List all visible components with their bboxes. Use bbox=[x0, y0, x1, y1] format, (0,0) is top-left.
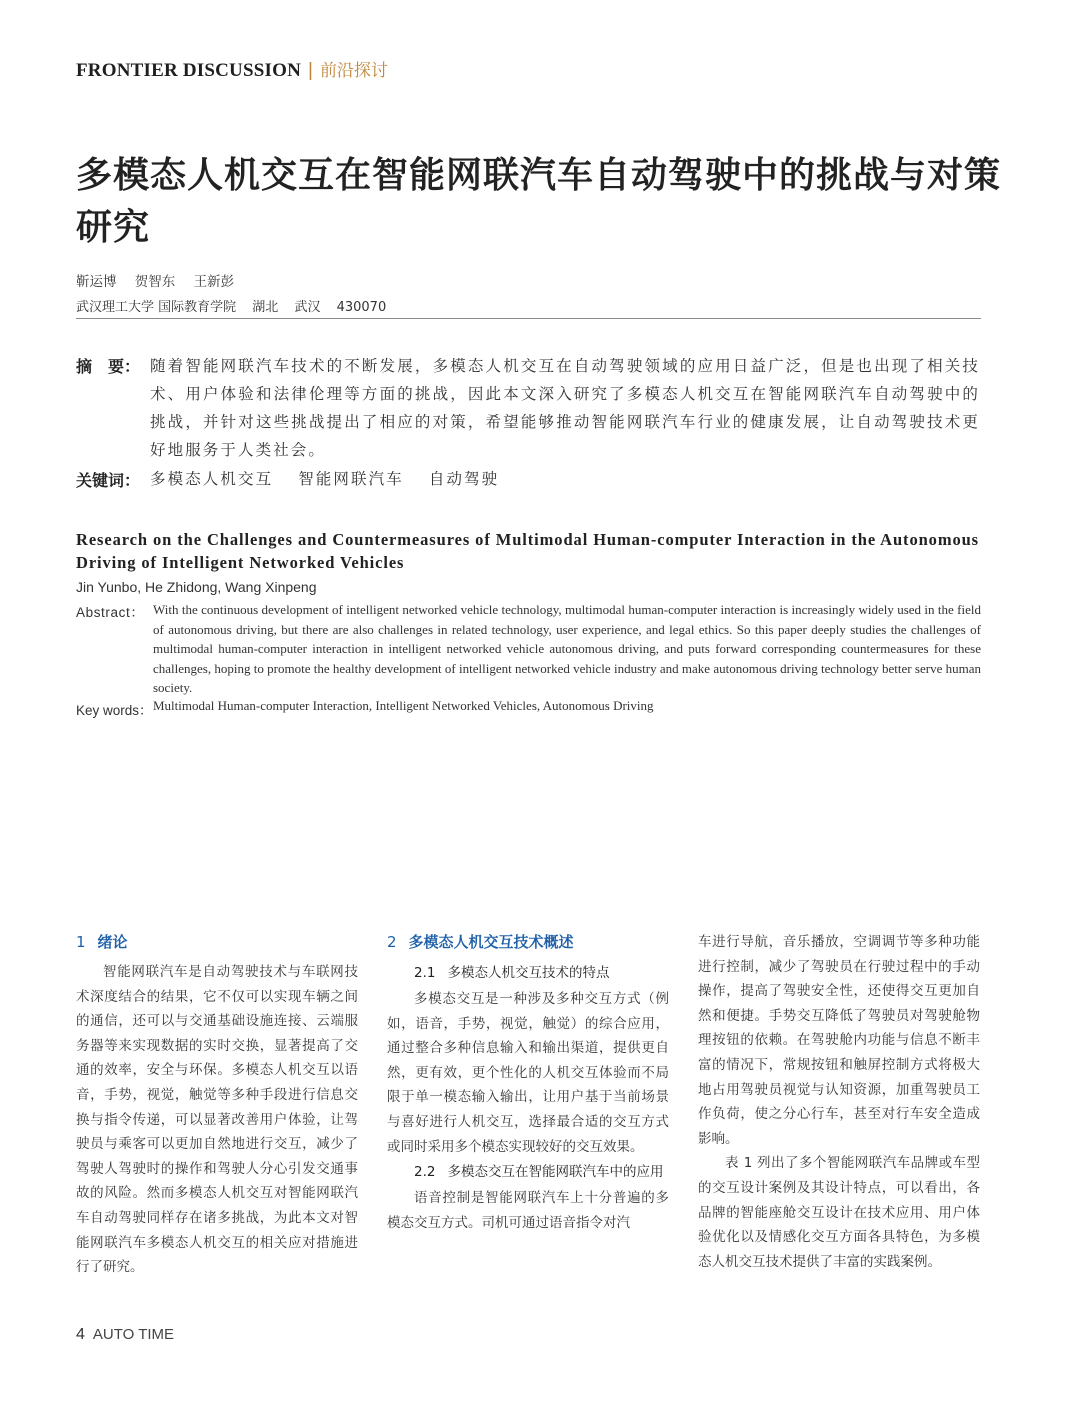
header-divider bbox=[76, 318, 981, 319]
body-column-1 bbox=[76, 930, 358, 1280]
section-header bbox=[76, 56, 388, 82]
abstract-cn-label: 摘 要： bbox=[76, 357, 141, 376]
subsection-title: 多模态交互在智能网联汽车中的应用 bbox=[447, 1164, 664, 1181]
subsection-heading bbox=[387, 1159, 669, 1186]
section-heading bbox=[387, 930, 669, 954]
section-heading bbox=[76, 930, 358, 954]
paper-title: 多模态人机交互在智能网联汽车自动驾驶中的挑战与对策研究 bbox=[76, 155, 1002, 248]
keyword-cn: 智能网联汽车 bbox=[298, 470, 404, 488]
page-number: 4 bbox=[76, 1326, 85, 1343]
paragraph: 智能网联汽车是自动驾驶技术与车联网技术深度结合的结果，它不仅可以实现车辆之间的通信，还可以与交通基础设施连接、云端服务器等来实现数据的实时交换，显著提高了交通的效率，安全与环保。多模态人机交互以语音，手势，视觉，触觉等多种手段进行信息交换与指令传递，可以显著改善用户体验，让驾驶员与乘客可以更加自然地进行交互，减少了驾驶人驾驶时的操作和驾驶人分心引发交通事故的风险。然而多模态人机交互对智能网联汽车自动驾驶同样存在诸多挑战，为此本文对智能网联汽车多模态人机交互的相关应对措施进行了研究。 bbox=[76, 964, 358, 1276]
paragraph: 车进行导航，音乐播放，空调调节等多种功能进行控制，减少了驾驶员在行驶过程中的手动操作，提高了驾驶安全性，还使得交互更加自然和便捷。手势交互降低了驾驶员对驾驶舱物理按钮的依赖。在驾驶舱内功能与信息不断丰富的情况下，常规按钮和触屏控制方式将极大地占用驾驶员视觉与认知资源，加重驾驶员工作负荷，使之分心行车，甚至对行车安全造成影响。 bbox=[698, 934, 980, 1147]
section-number: 1 bbox=[76, 933, 86, 951]
keyword-cn: 多模态人机交互 bbox=[150, 470, 274, 488]
author: 靳运博 bbox=[76, 274, 117, 290]
english-authors: Jin Yunbo, He Zhidong, Wang Xinpeng bbox=[76, 579, 317, 595]
affiliation-institution: 武汉理工大学 国际教育学院 bbox=[76, 300, 237, 315]
header-separator: | bbox=[308, 60, 313, 81]
subsection-number: 2.1 bbox=[414, 965, 436, 981]
affiliation bbox=[76, 296, 398, 315]
section-label-en: FRONTIER DISCUSSION bbox=[76, 60, 301, 81]
page-footer bbox=[76, 1326, 174, 1344]
section-title: 多模态人机交互技术概述 bbox=[408, 933, 574, 951]
keyword-cn: 自动驾驶 bbox=[428, 470, 500, 488]
abstract-en-text: With the continuous development of intelligent networked vehicle technology, multimodal human-computer interaction is increasingly widely used in the field of autonomous driving, but there are also challenges in related technology, user experience, and legal ethics. So this paper deeply studies the challenges of multimodal human-computer interaction in intelligent networked vehicle autonomous driving, and puts forward corresponding countermeasures for these challenges, hoping to promote the healthy development of intelligent networked vehicle industry and make autonomous driving technology better serve human society. bbox=[153, 602, 981, 696]
section-number: 2 bbox=[387, 933, 397, 951]
subsection-number: 2.2 bbox=[414, 1164, 436, 1181]
section-label-cn: 前沿探讨 bbox=[319, 61, 388, 81]
section-title: 绪论 bbox=[97, 933, 128, 951]
keywords-en: Multimodal Human-computer Interaction, Intelligent Networked Vehicles, Autonomous Driving bbox=[153, 698, 654, 713]
affiliation-province: 湖北 bbox=[252, 300, 279, 315]
keywords-cn bbox=[150, 467, 517, 489]
journal-name: AUTO TIME bbox=[92, 1326, 175, 1343]
paragraph: 表 1 列出了多个智能网联汽车品牌或车型的交互设计案例及其设计特点，可以看出，各品牌的智能座舱交互设计在技术应用、用户体验优化以及情感化交互方面各具特色，为多模态人机交互技术提供了丰富的实践案例。 bbox=[698, 1155, 980, 1270]
body-column-3 bbox=[698, 930, 980, 1274]
affiliation-postcode: 430070 bbox=[336, 300, 387, 315]
paragraph: 语音控制是智能网联汽车上十分普遍的多模态交互方式。司机可通过语音指令对汽 bbox=[387, 1190, 669, 1231]
keywords-cn-label: 关键词： bbox=[76, 471, 141, 490]
keywords-en-label: Key words： bbox=[76, 703, 153, 718]
author-list bbox=[76, 270, 248, 290]
body-column-2 bbox=[387, 930, 669, 1235]
affiliation-city: 武汉 bbox=[294, 300, 321, 315]
subsection-heading bbox=[387, 960, 669, 987]
abstract-en-label: Abstract： bbox=[76, 605, 145, 620]
english-title: Research on the Challenges and Countermeasures of Multimodal Human-computer Interaction in the Autonomous Driving of Intelligent Networked Vehicles bbox=[76, 530, 980, 572]
author: 王新彭 bbox=[193, 274, 235, 290]
abstract-cn-text: 随着智能网联汽车技术的不断发展，多模态人机交互在自动驾驶领域的应用日益广泛，但是也出现了相关技术、用户体验和法律伦理等方面的挑战，因此本文深入研究了多模态人机交互在智能网联汽车自动驾驶中的挑战，并针对这些挑战提出了相应的对策，希望能够推动智能网联汽车行业的健康发展，让自动驾驶技术更好地服务于人类社会。 bbox=[150, 357, 980, 459]
paragraph: 多模态交互是一种涉及多种交互方式（例如，语音，手势，视觉，触觉）的综合应用，通过整合多种信息输入和输出渠道，提供更自然，更有效，更个性化的人机交互体验而不局限于单一模态输入输出，让用户基于当前场景与喜好进行人机交互，选择最合适的交互方式或同时采用多个模态实现较好的交互效果。 bbox=[387, 991, 669, 1155]
author: 贺智东 bbox=[134, 274, 176, 290]
subsection-title: 多模态人机交互技术的特点 bbox=[447, 965, 610, 981]
